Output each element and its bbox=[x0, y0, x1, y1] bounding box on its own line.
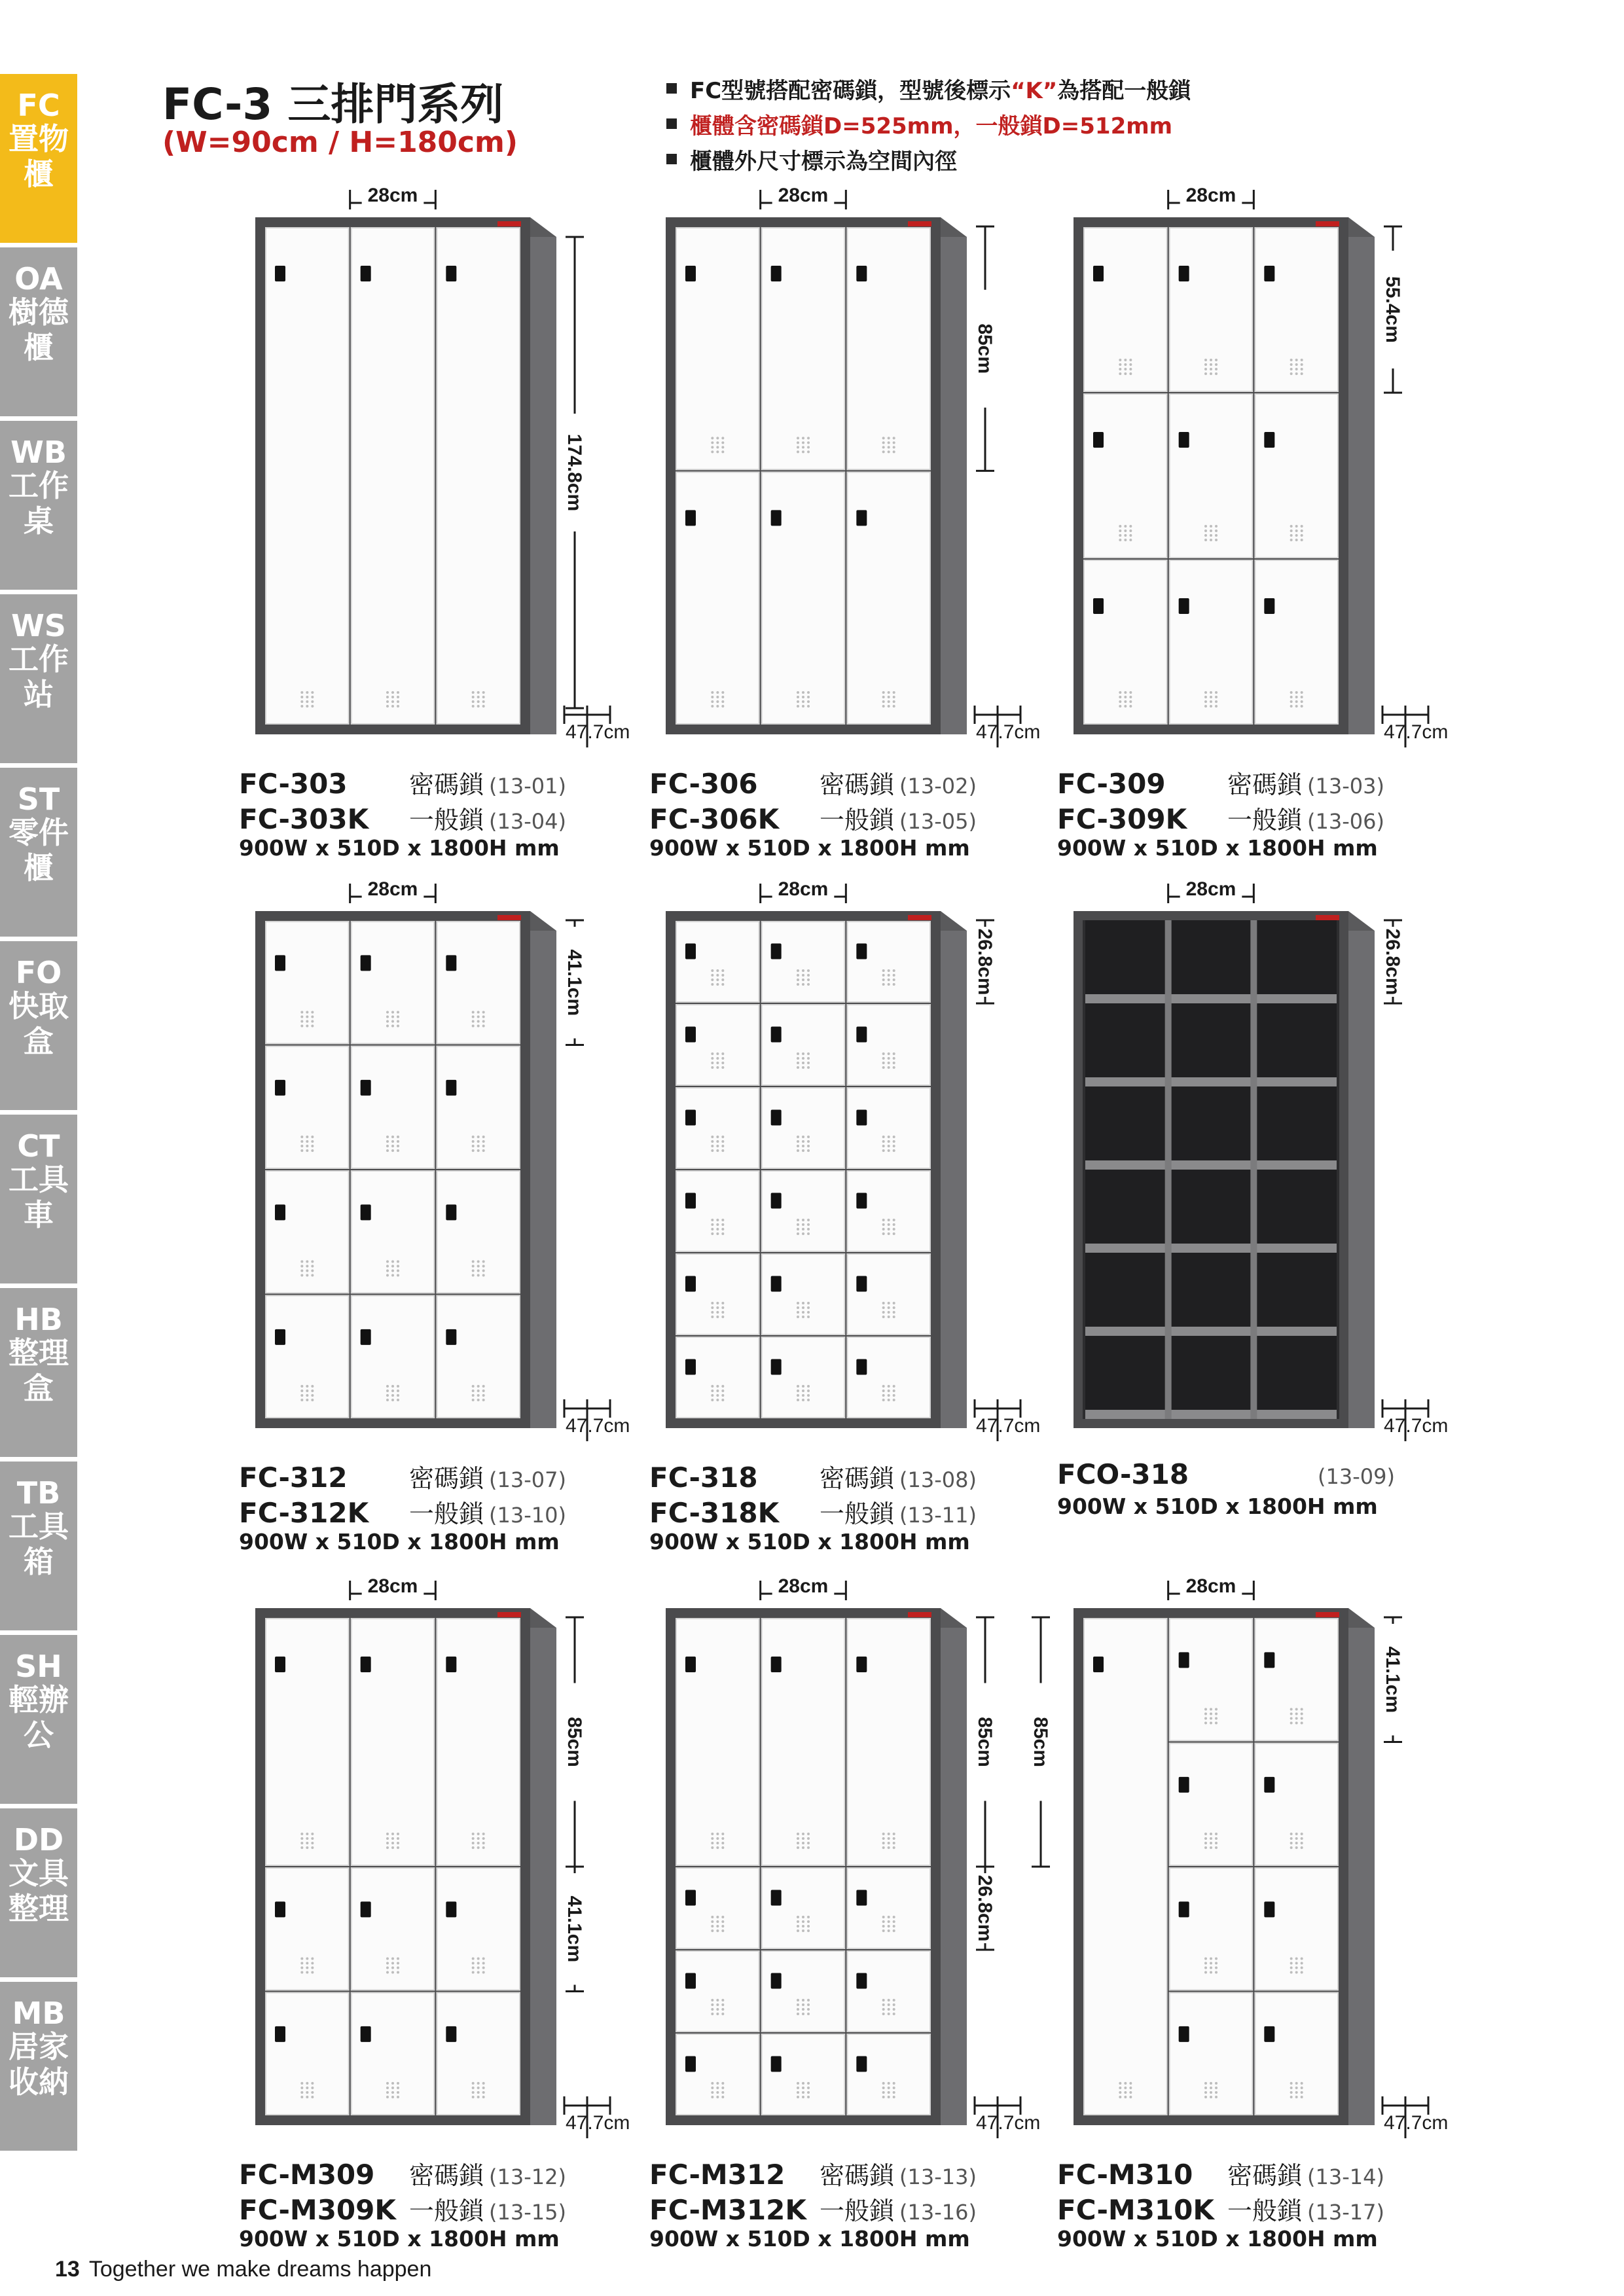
product-dimensions: 900W x 510D x 1800H mm bbox=[1057, 1494, 1378, 1519]
depth-dimension-label: 47.7cm bbox=[976, 1415, 1041, 1437]
product-code: (13-13) bbox=[899, 2164, 977, 2189]
width-dimension-label: 28cm bbox=[367, 185, 418, 206]
product-names bbox=[1057, 764, 1384, 861]
sidebar-tab-name: 文具整理 bbox=[9, 1856, 69, 1926]
model-name: FC-M309K bbox=[239, 2194, 396, 2226]
note-text: FC型號搭配密碼鎖，型號後標示“K”為搭配一般鎖 bbox=[690, 77, 1191, 104]
width-dimension-label: 28cm bbox=[1185, 1575, 1236, 1597]
cabinet-drawing bbox=[643, 183, 1049, 759]
product-code: (13-15) bbox=[489, 2200, 566, 2225]
sidebar-tab-name: 工具車 bbox=[9, 1162, 69, 1232]
product-model-row bbox=[1057, 2155, 1384, 2191]
width-dimension-label: 28cm bbox=[778, 185, 829, 206]
lock-type: 密碼鎖 bbox=[820, 1464, 895, 1493]
product-names bbox=[1057, 1458, 1395, 1519]
cabinet-drawing bbox=[1051, 183, 1456, 759]
product-model-row bbox=[239, 2191, 566, 2226]
sidebar-tab-code: WS bbox=[11, 608, 66, 643]
lock-type: 一般鎖 bbox=[1227, 2197, 1303, 2225]
depth-dimension-label: 47.7cm bbox=[976, 721, 1041, 743]
sidebar-tab-name: 工具箱 bbox=[9, 1509, 69, 1579]
model-name: FCO-318 bbox=[1057, 1458, 1189, 1490]
cabinet-drawing bbox=[232, 183, 638, 759]
cabinet-drawing bbox=[232, 877, 638, 1453]
sidebar-tab-wb[interactable] bbox=[0, 421, 77, 590]
height-dimension-label: 55.4cm bbox=[1382, 276, 1403, 343]
sidebar-tab-code: FC bbox=[17, 88, 60, 123]
note-item bbox=[666, 106, 1191, 141]
height-dimension-label: 85cm bbox=[974, 1717, 996, 1767]
model-name: FC-306 bbox=[649, 768, 758, 800]
note-item bbox=[666, 71, 1191, 106]
product-code: (13-17) bbox=[1307, 2200, 1384, 2225]
height-dimension-label: 26.8cm bbox=[974, 1874, 996, 1942]
sidebar-tab-name: 整理盒 bbox=[9, 1335, 69, 1406]
depth-dimension-label: 47.7cm bbox=[1384, 721, 1449, 743]
lock-type: 密碼鎖 bbox=[409, 2161, 484, 2190]
lock-type: 密碼鎖 bbox=[1227, 770, 1303, 799]
sidebar-tab-fo[interactable] bbox=[0, 941, 77, 1110]
product-code: (13-14) bbox=[1307, 2164, 1384, 2189]
product-model-row bbox=[649, 2155, 977, 2191]
product-code: (13-16) bbox=[899, 2200, 977, 2225]
sidebar-tab-code: TB bbox=[16, 1475, 61, 1511]
sidebar-tab-hb[interactable] bbox=[0, 1288, 77, 1457]
cabinet-drawing bbox=[232, 1574, 638, 2150]
model-name: FC-M310K bbox=[1057, 2194, 1214, 2226]
sidebar-tab-name: 工作站 bbox=[9, 641, 69, 712]
sidebar-tab-name: 置物櫃 bbox=[9, 121, 69, 192]
product-card bbox=[643, 183, 1049, 903]
height-dimension-label: 41.1cm bbox=[564, 949, 585, 1016]
width-dimension-label: 28cm bbox=[778, 1575, 829, 1597]
product-dimensions: 900W x 510D x 1800H mm bbox=[239, 1529, 560, 1554]
product-model-row bbox=[239, 2155, 566, 2191]
product-names bbox=[649, 2155, 977, 2251]
product-names bbox=[239, 1458, 566, 1554]
model-name: FC-312 bbox=[239, 1462, 348, 1494]
height-dimension-label: 85cm bbox=[564, 1717, 585, 1767]
product-model-row bbox=[1057, 800, 1384, 835]
sidebar-tab-code: WB bbox=[10, 435, 67, 470]
model-name: FC-318 bbox=[649, 1462, 758, 1494]
product-names bbox=[649, 764, 977, 861]
cabinet-drawing bbox=[1030, 1574, 1456, 2150]
sidebar-tab-code: OA bbox=[14, 261, 63, 296]
cabinet-drawing bbox=[643, 1574, 1049, 2150]
product-model-row bbox=[239, 764, 566, 800]
product-card bbox=[232, 183, 638, 903]
product-model-row bbox=[649, 2191, 977, 2226]
product-dimensions: 900W x 510D x 1800H mm bbox=[239, 835, 560, 861]
height-dimension-label: 85cm bbox=[1030, 1717, 1051, 1767]
sidebar-tab-name: 輕辦公 bbox=[9, 1682, 69, 1753]
model-name: FC-318K bbox=[649, 1497, 780, 1529]
lock-type: 一般鎖 bbox=[409, 1499, 484, 1528]
lock-type: 密碼鎖 bbox=[409, 770, 484, 799]
note-item bbox=[666, 141, 1191, 177]
width-dimension-label: 28cm bbox=[1185, 878, 1236, 900]
sidebar-tab-code: HB bbox=[14, 1302, 63, 1337]
sidebar-tab-ct[interactable] bbox=[0, 1115, 77, 1283]
product-dimensions: 900W x 510D x 1800H mm bbox=[1057, 835, 1378, 861]
sidebar-tab-name: 居家收納 bbox=[9, 2029, 69, 2100]
height-dimension-label: 85cm bbox=[974, 323, 996, 374]
product-code: (13-10) bbox=[489, 1503, 566, 1528]
sidebar-tab-name: 工作桌 bbox=[9, 468, 69, 539]
sidebar-tab-name: 快取盒 bbox=[9, 988, 69, 1059]
lock-type: 密碼鎖 bbox=[820, 2161, 895, 2190]
bullet-square-icon bbox=[666, 83, 677, 94]
lock-type: 一般鎖 bbox=[820, 1499, 895, 1528]
product-card bbox=[643, 1574, 1049, 2294]
model-name: FC-M309 bbox=[239, 2159, 375, 2191]
product-card bbox=[232, 877, 638, 1597]
product-code: (13-12) bbox=[489, 2164, 566, 2189]
product-dimensions: 900W x 510D x 1800H mm bbox=[649, 2226, 970, 2251]
product-dimensions: 900W x 510D x 1800H mm bbox=[239, 2226, 560, 2251]
sidebar-tab-code: DD bbox=[13, 1822, 64, 1857]
product-card bbox=[1051, 183, 1456, 903]
lock-type: 一般鎖 bbox=[409, 806, 484, 834]
sidebar-tab-name: 零件櫃 bbox=[9, 815, 69, 886]
height-dimension-label: 41.1cm bbox=[1382, 1646, 1403, 1713]
model-name: FC-312K bbox=[239, 1497, 369, 1529]
product-code: (13-11) bbox=[899, 1503, 977, 1528]
model-name: FC-M312K bbox=[649, 2194, 806, 2226]
footer-slogan: Together we make dreams happen bbox=[88, 2257, 432, 2282]
product-code: (13-03) bbox=[1307, 774, 1384, 798]
depth-dimension-label: 47.7cm bbox=[1384, 2112, 1449, 2134]
height-dimension-label: 26.8cm bbox=[1382, 928, 1403, 996]
product-code: (13-08) bbox=[899, 1467, 977, 1492]
sidebar-tab-st[interactable] bbox=[0, 768, 77, 937]
product-card bbox=[232, 1574, 638, 2294]
product-code: (13-02) bbox=[899, 774, 977, 798]
product-code: (13-07) bbox=[489, 1467, 566, 1492]
width-dimension-label: 28cm bbox=[1185, 185, 1236, 206]
depth-dimension-label: 47.7cm bbox=[566, 2112, 630, 2134]
product-names bbox=[1057, 2155, 1384, 2251]
sidebar-tab-ws[interactable] bbox=[0, 594, 77, 763]
model-name: FC-309K bbox=[1057, 803, 1187, 835]
product-code: (13-06) bbox=[1307, 809, 1384, 834]
product-names bbox=[239, 764, 566, 861]
product-model-row bbox=[649, 800, 977, 835]
product-card bbox=[643, 877, 1049, 1597]
product-names bbox=[239, 2155, 566, 2251]
product-dimensions: 900W x 510D x 1800H mm bbox=[649, 835, 970, 861]
sidebar-tab-code: SH bbox=[15, 1649, 62, 1684]
product-model-row bbox=[649, 1458, 977, 1494]
product-code: (13-05) bbox=[899, 809, 977, 834]
sidebar-tab-code: CT bbox=[17, 1128, 60, 1164]
product-code: (13-01) bbox=[489, 774, 566, 798]
lock-type: 一般鎖 bbox=[1227, 806, 1303, 834]
cabinet-drawing bbox=[1051, 877, 1456, 1453]
note-text: 櫃體含密碼鎖D=525mm，一般鎖D=512mm bbox=[690, 113, 1173, 139]
lock-type: 一般鎖 bbox=[409, 2197, 484, 2225]
footer bbox=[55, 2257, 431, 2282]
product-card bbox=[1051, 877, 1456, 1597]
notes bbox=[666, 71, 1191, 177]
lock-type: 密碼鎖 bbox=[1227, 2161, 1303, 2190]
page-title: FC-3 三排門系列 bbox=[162, 79, 504, 130]
product-model-row bbox=[239, 800, 566, 835]
depth-dimension-label: 47.7cm bbox=[566, 1415, 630, 1437]
height-dimension-label: 174.8cm bbox=[564, 433, 585, 512]
cabinet-drawing bbox=[643, 877, 1049, 1453]
sidebar-tab-code: FO bbox=[15, 955, 62, 990]
product-model-row bbox=[1057, 1458, 1395, 1494]
lock-type: 一般鎖 bbox=[820, 2197, 895, 2225]
model-name: FC-M312 bbox=[649, 2159, 785, 2191]
width-dimension-label: 28cm bbox=[778, 878, 829, 900]
depth-dimension-label: 47.7cm bbox=[566, 721, 630, 743]
note-text: 櫃體外尺寸標示為空間內徑 bbox=[690, 148, 957, 175]
model-name: FC-M310 bbox=[1057, 2159, 1193, 2191]
product-code: (13-04) bbox=[489, 809, 566, 834]
sidebar-tab-sh[interactable] bbox=[0, 1635, 77, 1804]
product-card bbox=[1030, 1574, 1456, 2294]
depth-dimension-label: 47.7cm bbox=[976, 2112, 1041, 2134]
bullet-square-icon bbox=[666, 118, 677, 129]
width-dimension-label: 28cm bbox=[367, 1575, 418, 1597]
lock-type: 密碼鎖 bbox=[409, 1464, 484, 1493]
product-model-row bbox=[239, 1458, 566, 1494]
lock-type: 密碼鎖 bbox=[820, 770, 895, 799]
model-name: FC-309 bbox=[1057, 768, 1166, 800]
product-model-row bbox=[649, 1494, 977, 1529]
product-code: (13-09) bbox=[1318, 1464, 1395, 1489]
product-dimensions: 900W x 510D x 1800H mm bbox=[1057, 2226, 1378, 2251]
page-number: 13 bbox=[55, 2257, 80, 2282]
product-model-row bbox=[1057, 2191, 1384, 2226]
sidebar-tab-fc[interactable] bbox=[0, 74, 77, 243]
sidebar-tab-code: MB bbox=[12, 1996, 65, 2031]
model-name: FC-303K bbox=[239, 803, 369, 835]
product-names bbox=[649, 1458, 977, 1554]
sidebar-tab-name: 樹德櫃 bbox=[9, 295, 69, 365]
width-dimension-label: 28cm bbox=[367, 878, 418, 900]
depth-dimension-label: 47.7cm bbox=[1384, 1415, 1449, 1437]
product-model-row bbox=[649, 764, 977, 800]
model-name: FC-303 bbox=[239, 768, 348, 800]
product-dimensions: 900W x 510D x 1800H mm bbox=[649, 1529, 970, 1554]
product-model-row bbox=[1057, 764, 1384, 800]
height-dimension-label: 41.1cm bbox=[564, 1895, 585, 1963]
bullet-square-icon bbox=[666, 154, 677, 164]
page-subtitle: (W=90cm / H=180cm) bbox=[162, 126, 518, 159]
sidebar-tab-tb[interactable] bbox=[0, 1462, 77, 1630]
model-name: FC-306K bbox=[649, 803, 780, 835]
sidebar-tab-dd[interactable] bbox=[0, 1808, 77, 1977]
sidebar-tab-oa[interactable] bbox=[0, 247, 77, 416]
lock-type: 一般鎖 bbox=[820, 806, 895, 834]
sidebar-tab-code: ST bbox=[17, 781, 60, 817]
sidebar-tab-mb[interactable] bbox=[0, 1982, 77, 2151]
height-dimension-label: 26.8cm bbox=[974, 928, 996, 996]
product-model-row bbox=[239, 1494, 566, 1529]
